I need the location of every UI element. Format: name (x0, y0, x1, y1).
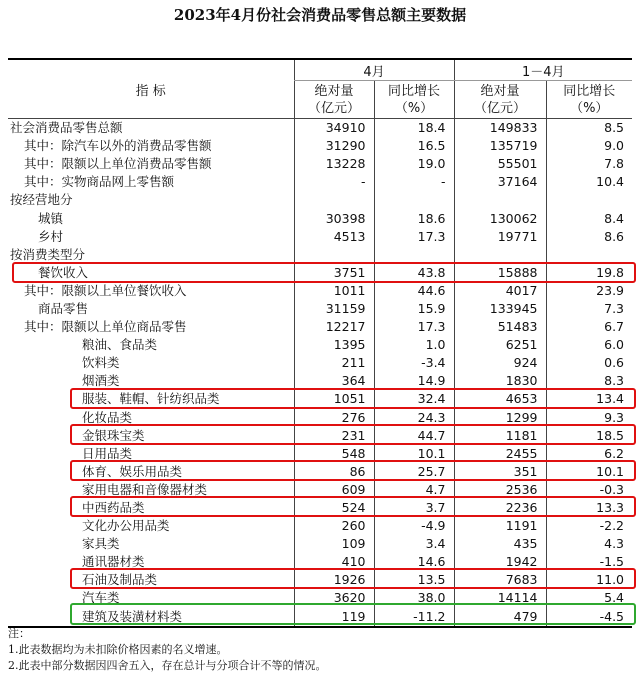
row-label: 家具类 (82, 536, 120, 552)
janapr-yoy-growth: 19.8 (546, 264, 632, 282)
janapr-yoy-growth: -0.3 (546, 481, 632, 499)
row-label: 文化办公用品类 (82, 518, 170, 534)
retail-sales-table (8, 58, 632, 628)
table-row (8, 427, 632, 445)
row-label: 烟酒类 (82, 373, 120, 389)
april-yoy-growth: 24.3 (374, 409, 454, 427)
indicator-header: 指 标 (8, 59, 294, 119)
janapr-yoy-growth: 13.4 (546, 390, 632, 408)
janapr-absolute-value: 130062 (454, 209, 546, 227)
janapr-absolute-value: 135719 (454, 137, 546, 155)
row-label: 其中：限额以上单位商品零售 (24, 319, 187, 335)
janapr-yoy-growth: 13.3 (546, 499, 632, 517)
april-yoy-growth: 1.0 (374, 336, 454, 354)
janapr-absolute-value: 7683 (454, 571, 546, 589)
april-absolute-value: 119 (294, 608, 374, 627)
janapr-absolute-value: 133945 (454, 300, 546, 318)
table-row (8, 119, 632, 138)
april-yoy-growth: -3.4 (374, 354, 454, 372)
row-label: 金银珠宝类 (82, 427, 145, 443)
janapr-yoy-growth: 6.0 (546, 336, 632, 354)
janapr-yoy-growth: -2.2 (546, 517, 632, 535)
janapr-absolute-value (454, 246, 546, 264)
table-row (8, 499, 632, 517)
janapr-yoy-growth: 10.1 (546, 463, 632, 481)
april-header: 4月 (294, 59, 454, 81)
row-label: 粮油、食品类 (82, 337, 158, 353)
april-absolute-value: 3751 (294, 264, 374, 282)
april-absolute-value: 13228 (294, 155, 374, 173)
table-notes (8, 626, 327, 674)
april-yoy-growth: 16.5 (374, 137, 454, 155)
april-yoy-growth (374, 246, 454, 264)
april-yoy-header: 同比增长 （%） (374, 81, 454, 119)
janapr-absolute-value: 55501 (454, 155, 546, 173)
table-row (8, 209, 632, 227)
april-yoy-growth: 32.4 (374, 390, 454, 408)
april-absolute-value: 1011 (294, 282, 374, 300)
row-label: 通讯器材类 (82, 554, 145, 570)
row-label: 建筑及装潢材料类 (8, 608, 294, 627)
janapr-yoy-growth: 6.2 (546, 445, 632, 463)
april-absolute-value: 410 (294, 553, 374, 571)
row-label: 商品零售 (38, 300, 89, 316)
janapr-yoy-growth: 9.3 (546, 409, 632, 427)
april-yoy-growth: 44.7 (374, 427, 454, 445)
janapr-absolute-value: 1299 (454, 409, 546, 427)
janapr-yoy-growth: 6.7 (546, 318, 632, 336)
row-label: 其中：除汽车以外的消费品零售额 (24, 138, 212, 154)
table-row (8, 137, 632, 155)
row-label: 餐饮收入 (38, 264, 89, 280)
april-absolute-value: 30398 (294, 209, 374, 227)
april-yoy-growth: 10.1 (374, 445, 454, 463)
table-row (8, 318, 632, 336)
janapr-absolute-value: 1830 (454, 372, 546, 390)
notes-heading: 注： (8, 627, 30, 640)
janapr-yoy-growth: 11.0 (546, 571, 632, 589)
note-1: 1.此表数据均为未扣除价格因素的名义增速。 (8, 643, 228, 656)
table-row (8, 228, 632, 246)
april-absolute-value: 34910 (294, 119, 374, 138)
april-absolute-value: 31159 (294, 300, 374, 318)
april-yoy-growth: -4.9 (374, 517, 454, 535)
april-absolute-value (294, 191, 374, 209)
janapr-absolute-value: 19771 (454, 228, 546, 246)
table-row (8, 173, 632, 191)
table-row (8, 608, 632, 627)
april-absolute-value: 31290 (294, 137, 374, 155)
row-label: 其中：限额以上单位餐饮收入 (24, 282, 187, 298)
table-row (8, 589, 632, 607)
april-yoy-growth (374, 191, 454, 209)
row-label: 中西药品类 (82, 500, 145, 516)
table-row (8, 463, 632, 481)
janapr-yoy-growth: 10.4 (546, 173, 632, 191)
april-yoy-growth: 3.4 (374, 535, 454, 553)
table-row (8, 372, 632, 390)
janapr-absolute-value: 2236 (454, 499, 546, 517)
row-label: 其中：限额以上单位消费品零售额 (24, 156, 212, 172)
janapr-yoy-growth: 0.6 (546, 354, 632, 372)
janapr-absolute-value: 6251 (454, 336, 546, 354)
janapr-yoy-growth: 7.8 (546, 155, 632, 173)
april-absolute-value: 548 (294, 445, 374, 463)
table-row (8, 409, 632, 427)
row-label: 乡村 (38, 228, 64, 244)
row-label: 饮料类 (82, 355, 120, 371)
table-row (8, 300, 632, 318)
april-yoy-growth: 4.7 (374, 481, 454, 499)
janapr-absolute-value: 479 (454, 608, 546, 627)
row-label: 化妆品类 (82, 409, 133, 425)
janapr-absolute-value: 2455 (454, 445, 546, 463)
janapr-absolute-value: 4653 (454, 390, 546, 408)
page-title: 2023年4月份社会消费品零售总额主要数据 (173, 6, 467, 24)
april-absolute-value: 1051 (294, 390, 374, 408)
table-row (8, 354, 632, 372)
april-yoy-growth: 17.3 (374, 318, 454, 336)
april-yoy-growth: 44.6 (374, 282, 454, 300)
janapr-abs-header: 绝对量 （亿元） (454, 81, 546, 119)
april-absolute-value: - (294, 173, 374, 191)
april-absolute-value: 231 (294, 427, 374, 445)
janapr-yoy-header: 同比增长 （%） (546, 81, 632, 119)
janapr-yoy-growth: 8.4 (546, 209, 632, 227)
janapr-absolute-value: 351 (454, 463, 546, 481)
april-absolute-value: 1395 (294, 336, 374, 354)
april-absolute-value: 211 (294, 354, 374, 372)
janapr-yoy-growth: 8.6 (546, 228, 632, 246)
janapr-yoy-growth: 9.0 (546, 137, 632, 155)
janapr-absolute-value: 14114 (454, 589, 546, 607)
row-label: 城镇 (38, 210, 64, 226)
april-yoy-growth: 13.5 (374, 571, 454, 589)
janapr-absolute-value: 51483 (454, 318, 546, 336)
row-label: 家用电器和音像器材类 (82, 481, 208, 497)
april-absolute-value: 4513 (294, 228, 374, 246)
table-row (8, 390, 632, 408)
april-absolute-value: 276 (294, 409, 374, 427)
april-absolute-value: 3620 (294, 589, 374, 607)
april-absolute-value: 609 (294, 481, 374, 499)
janapr-yoy-growth: 7.3 (546, 300, 632, 318)
table-row (8, 445, 632, 463)
janapr-yoy-growth: -1.5 (546, 553, 632, 571)
april-yoy-growth: 17.3 (374, 228, 454, 246)
april-absolute-value: 260 (294, 517, 374, 535)
table-row (8, 191, 632, 209)
janapr-absolute-value (454, 191, 546, 209)
april-yoy-growth: 18.6 (374, 209, 454, 227)
janapr-absolute-value: 15888 (454, 264, 546, 282)
janapr-yoy-growth: 4.3 (546, 535, 632, 553)
row-label: 其中：实物商品网上零售额 (24, 174, 175, 190)
table-row (8, 155, 632, 173)
janapr-absolute-value: 37164 (454, 173, 546, 191)
april-yoy-growth: 43.8 (374, 264, 454, 282)
april-yoy-growth: 14.9 (374, 372, 454, 390)
april-yoy-growth: 38.0 (374, 589, 454, 607)
table-row (8, 535, 632, 553)
janapr-absolute-value: 149833 (454, 119, 546, 138)
april-absolute-value: 1926 (294, 571, 374, 589)
table-row (8, 553, 632, 571)
janapr-absolute-value: 4017 (454, 282, 546, 300)
row-label: 体育、娱乐用品类 (82, 463, 183, 479)
janapr-yoy-growth: 18.5 (546, 427, 632, 445)
note-2: 2.此表中部分数据因四舍五入，存在总计与分项合计不等的情况。 (8, 659, 327, 672)
janapr-absolute-value: 1181 (454, 427, 546, 445)
janapr-absolute-value: 2536 (454, 481, 546, 499)
janapr-yoy-growth (546, 246, 632, 264)
table-row (8, 517, 632, 535)
table-row (8, 264, 632, 282)
janapr-yoy-growth (546, 191, 632, 209)
table-row (8, 336, 632, 354)
janapr-yoy-growth: -4.5 (546, 608, 632, 627)
janapr-absolute-value: 435 (454, 535, 546, 553)
april-yoy-growth: 3.7 (374, 499, 454, 517)
row-label: 按消费类型分 (10, 246, 86, 262)
row-label: 石油及制品类 (82, 572, 158, 588)
jan-apr-header: 1－4月 (454, 59, 632, 81)
row-label: 社会消费品零售总额 (10, 120, 123, 136)
table-row (8, 571, 632, 589)
janapr-yoy-growth: 8.5 (546, 119, 632, 138)
april-absolute-value: 109 (294, 535, 374, 553)
april-absolute-value: 524 (294, 499, 374, 517)
row-label: 服装、鞋帽、针纺织品类 (82, 391, 220, 407)
april-yoy-growth: 25.7 (374, 463, 454, 481)
april-yoy-growth: 19.0 (374, 155, 454, 173)
row-label: 汽车类 (82, 590, 120, 606)
janapr-absolute-value: 1942 (454, 553, 546, 571)
janapr-yoy-growth: 23.9 (546, 282, 632, 300)
april-absolute-value: 12217 (294, 318, 374, 336)
janapr-yoy-growth: 8.3 (546, 372, 632, 390)
april-absolute-value (294, 246, 374, 264)
april-absolute-value: 86 (294, 463, 374, 481)
april-yoy-growth: -11.2 (374, 608, 454, 627)
row-label: 日用品类 (82, 445, 133, 461)
janapr-absolute-value: 924 (454, 354, 546, 372)
table-row (8, 481, 632, 499)
table-row (8, 282, 632, 300)
april-absolute-value: 364 (294, 372, 374, 390)
janapr-yoy-growth: 5.4 (546, 589, 632, 607)
table-row (8, 246, 632, 264)
april-yoy-growth: 15.9 (374, 300, 454, 318)
april-yoy-growth: 14.6 (374, 553, 454, 571)
row-label: 按经营地分 (10, 192, 73, 208)
janapr-absolute-value: 1191 (454, 517, 546, 535)
april-yoy-growth: 18.4 (374, 119, 454, 138)
april-abs-header: 绝对量 （亿元） (294, 81, 374, 119)
april-yoy-growth: - (374, 173, 454, 191)
